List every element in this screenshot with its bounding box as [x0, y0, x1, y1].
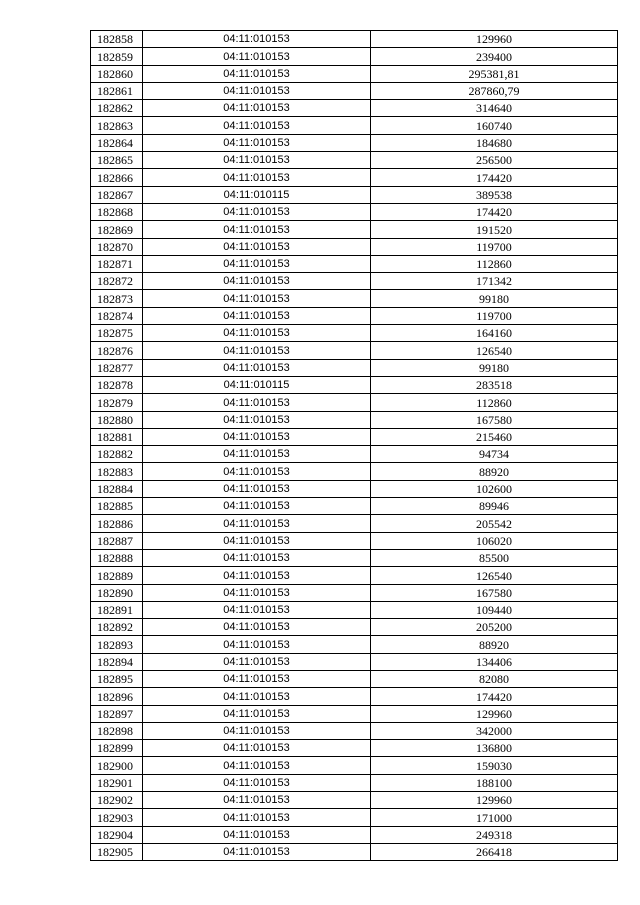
cell-id: 182900: [91, 757, 143, 774]
cell-amount: 171342: [371, 273, 618, 290]
table-row: [91, 134, 618, 151]
cell-id: 182860: [91, 65, 143, 82]
cell-code: 04:11:010153: [143, 428, 371, 445]
table-row: [91, 498, 618, 515]
cell-code: 04:11:010153: [143, 65, 371, 82]
cell-amount: 134406: [371, 653, 618, 670]
cell-amount: 256500: [371, 152, 618, 169]
cell-amount: 88920: [371, 463, 618, 480]
cell-id: 182874: [91, 307, 143, 324]
cell-amount: 174420: [371, 169, 618, 186]
cell-id: 182872: [91, 273, 143, 290]
cell-code: 04:11:010115: [143, 186, 371, 203]
cell-id: 182883: [91, 463, 143, 480]
table-row: [91, 290, 618, 307]
cell-code: 04:11:010153: [143, 515, 371, 532]
cell-code: 04:11:010153: [143, 152, 371, 169]
cell-id: 182877: [91, 359, 143, 376]
cell-amount: 126540: [371, 567, 618, 584]
data-table: [90, 30, 618, 861]
cell-code: 04:11:010153: [143, 307, 371, 324]
cell-amount: 266418: [371, 843, 618, 860]
cell-amount: 188100: [371, 774, 618, 791]
cell-id: 182896: [91, 688, 143, 705]
table-row: [91, 100, 618, 117]
table-row: [91, 446, 618, 463]
table-row: [91, 48, 618, 65]
cell-amount: 215460: [371, 428, 618, 445]
cell-amount: 99180: [371, 359, 618, 376]
table-row: [91, 480, 618, 497]
cell-code: 04:11:010153: [143, 809, 371, 826]
cell-code: 04:11:010153: [143, 255, 371, 272]
cell-id: 182899: [91, 740, 143, 757]
cell-code: 04:11:010153: [143, 722, 371, 739]
table-row: [91, 394, 618, 411]
cell-id: 182882: [91, 446, 143, 463]
cell-code: 04:11:010153: [143, 601, 371, 618]
cell-amount: 88920: [371, 636, 618, 653]
cell-amount: 159030: [371, 757, 618, 774]
cell-code: 04:11:010153: [143, 619, 371, 636]
table-row: [91, 325, 618, 342]
cell-code: 04:11:010153: [143, 670, 371, 687]
cell-id: 182881: [91, 428, 143, 445]
cell-code: 04:11:010153: [143, 757, 371, 774]
cell-amount: 164160: [371, 325, 618, 342]
cell-id: 182903: [91, 809, 143, 826]
cell-amount: 167580: [371, 584, 618, 601]
cell-amount: 174420: [371, 203, 618, 220]
table-row: [91, 342, 618, 359]
cell-code: 04:11:010153: [143, 463, 371, 480]
table-row: [91, 843, 618, 860]
cell-id: 182905: [91, 843, 143, 860]
cell-code: 04:11:010153: [143, 843, 371, 860]
cell-id: 182863: [91, 117, 143, 134]
table-row: [91, 809, 618, 826]
cell-code: 04:11:010153: [143, 826, 371, 843]
table-row: [91, 601, 618, 618]
cell-id: 182902: [91, 792, 143, 809]
cell-code: 04:11:010153: [143, 446, 371, 463]
cell-code: 04:11:010153: [143, 82, 371, 99]
cell-code: 04:11:010153: [143, 480, 371, 497]
cell-amount: 171000: [371, 809, 618, 826]
table-row: [91, 238, 618, 255]
cell-code: 04:11:010153: [143, 584, 371, 601]
cell-amount: 342000: [371, 722, 618, 739]
cell-id: 182875: [91, 325, 143, 342]
cell-id: 182873: [91, 290, 143, 307]
cell-id: 182867: [91, 186, 143, 203]
table-row: [91, 186, 618, 203]
table-row: [91, 688, 618, 705]
table-row: [91, 584, 618, 601]
table-row: [91, 428, 618, 445]
cell-amount: 205200: [371, 619, 618, 636]
cell-id: 182898: [91, 722, 143, 739]
table-row: [91, 152, 618, 169]
cell-id: 182859: [91, 48, 143, 65]
cell-code: 04:11:010153: [143, 238, 371, 255]
cell-code: 04:11:010153: [143, 688, 371, 705]
cell-id: 182888: [91, 549, 143, 566]
cell-id: 182892: [91, 619, 143, 636]
cell-code: 04:11:010115: [143, 376, 371, 393]
cell-id: 182866: [91, 169, 143, 186]
cell-id: 182865: [91, 152, 143, 169]
table-row: [91, 619, 618, 636]
cell-amount: 283518: [371, 376, 618, 393]
table-row: [91, 792, 618, 809]
cell-code: 04:11:010153: [143, 134, 371, 151]
cell-amount: 119700: [371, 238, 618, 255]
table-row: [91, 567, 618, 584]
table-row: [91, 307, 618, 324]
cell-id: 182901: [91, 774, 143, 791]
cell-id: 182870: [91, 238, 143, 255]
cell-amount: 314640: [371, 100, 618, 117]
cell-amount: 249318: [371, 826, 618, 843]
cell-amount: 129960: [371, 705, 618, 722]
cell-id: 182869: [91, 221, 143, 238]
cell-amount: 389538: [371, 186, 618, 203]
cell-code: 04:11:010153: [143, 792, 371, 809]
cell-code: 04:11:010153: [143, 636, 371, 653]
cell-amount: 89946: [371, 498, 618, 515]
cell-amount: 167580: [371, 411, 618, 428]
table-row: [91, 757, 618, 774]
table-row: [91, 515, 618, 532]
cell-amount: 129960: [371, 792, 618, 809]
cell-amount: 160740: [371, 117, 618, 134]
cell-amount: 119700: [371, 307, 618, 324]
table-row: [91, 705, 618, 722]
cell-code: 04:11:010153: [143, 359, 371, 376]
table-row: [91, 740, 618, 757]
cell-code: 04:11:010153: [143, 653, 371, 670]
cell-code: 04:11:010153: [143, 342, 371, 359]
cell-code: 04:11:010153: [143, 498, 371, 515]
cell-code: 04:11:010153: [143, 117, 371, 134]
table-row: [91, 376, 618, 393]
cell-id: 182876: [91, 342, 143, 359]
cell-amount: 126540: [371, 342, 618, 359]
cell-code: 04:11:010153: [143, 169, 371, 186]
table-row: [91, 65, 618, 82]
table-row: [91, 653, 618, 670]
cell-amount: 191520: [371, 221, 618, 238]
cell-code: 04:11:010153: [143, 325, 371, 342]
cell-amount: 99180: [371, 290, 618, 307]
cell-code: 04:11:010153: [143, 48, 371, 65]
cell-amount: 94734: [371, 446, 618, 463]
cell-amount: 82080: [371, 670, 618, 687]
cell-code: 04:11:010153: [143, 100, 371, 117]
table-row: [91, 774, 618, 791]
table-row: [91, 221, 618, 238]
table-row: [91, 722, 618, 739]
table-row: [91, 169, 618, 186]
cell-id: 182864: [91, 134, 143, 151]
cell-id: 182890: [91, 584, 143, 601]
cell-id: 182887: [91, 532, 143, 549]
cell-amount: 102600: [371, 480, 618, 497]
cell-id: 182878: [91, 376, 143, 393]
cell-code: 04:11:010153: [143, 273, 371, 290]
cell-id: 182862: [91, 100, 143, 117]
cell-code: 04:11:010153: [143, 774, 371, 791]
cell-id: 182895: [91, 670, 143, 687]
cell-id: 182885: [91, 498, 143, 515]
cell-amount: 85500: [371, 549, 618, 566]
cell-code: 04:11:010153: [143, 31, 371, 48]
cell-code: 04:11:010153: [143, 221, 371, 238]
table-row: [91, 532, 618, 549]
table-row: [91, 255, 618, 272]
cell-amount: 239400: [371, 48, 618, 65]
cell-amount: 112860: [371, 394, 618, 411]
cell-code: 04:11:010153: [143, 532, 371, 549]
cell-amount: 136800: [371, 740, 618, 757]
table-row: [91, 411, 618, 428]
cell-id: 182897: [91, 705, 143, 722]
cell-id: 182879: [91, 394, 143, 411]
cell-amount: 109440: [371, 601, 618, 618]
table-row: [91, 31, 618, 48]
cell-code: 04:11:010153: [143, 290, 371, 307]
cell-amount: 106020: [371, 532, 618, 549]
cell-id: 182884: [91, 480, 143, 497]
table-row: [91, 463, 618, 480]
cell-id: 182871: [91, 255, 143, 272]
table-row: [91, 117, 618, 134]
cell-id: 182868: [91, 203, 143, 220]
table-row: [91, 549, 618, 566]
table-row: [91, 826, 618, 843]
cell-amount: 295381,81: [371, 65, 618, 82]
cell-id: 182861: [91, 82, 143, 99]
cell-id: 182886: [91, 515, 143, 532]
cell-amount: 287860,79: [371, 82, 618, 99]
cell-amount: 174420: [371, 688, 618, 705]
table-body: [91, 31, 618, 861]
cell-code: 04:11:010153: [143, 740, 371, 757]
cell-amount: 205542: [371, 515, 618, 532]
cell-code: 04:11:010153: [143, 549, 371, 566]
table-row: [91, 636, 618, 653]
cell-amount: 184680: [371, 134, 618, 151]
cell-code: 04:11:010153: [143, 705, 371, 722]
cell-id: 182880: [91, 411, 143, 428]
table-row: [91, 273, 618, 290]
cell-id: 182894: [91, 653, 143, 670]
table-row: [91, 670, 618, 687]
cell-id: 182893: [91, 636, 143, 653]
cell-code: 04:11:010153: [143, 567, 371, 584]
table-row: [91, 82, 618, 99]
cell-code: 04:11:010153: [143, 394, 371, 411]
cell-amount: 112860: [371, 255, 618, 272]
cell-id: 182904: [91, 826, 143, 843]
cell-id: 182858: [91, 31, 143, 48]
table-row: [91, 203, 618, 220]
cell-id: 182889: [91, 567, 143, 584]
table-row: [91, 359, 618, 376]
cell-amount: 129960: [371, 31, 618, 48]
cell-code: 04:11:010153: [143, 203, 371, 220]
cell-id: 182891: [91, 601, 143, 618]
cell-code: 04:11:010153: [143, 411, 371, 428]
